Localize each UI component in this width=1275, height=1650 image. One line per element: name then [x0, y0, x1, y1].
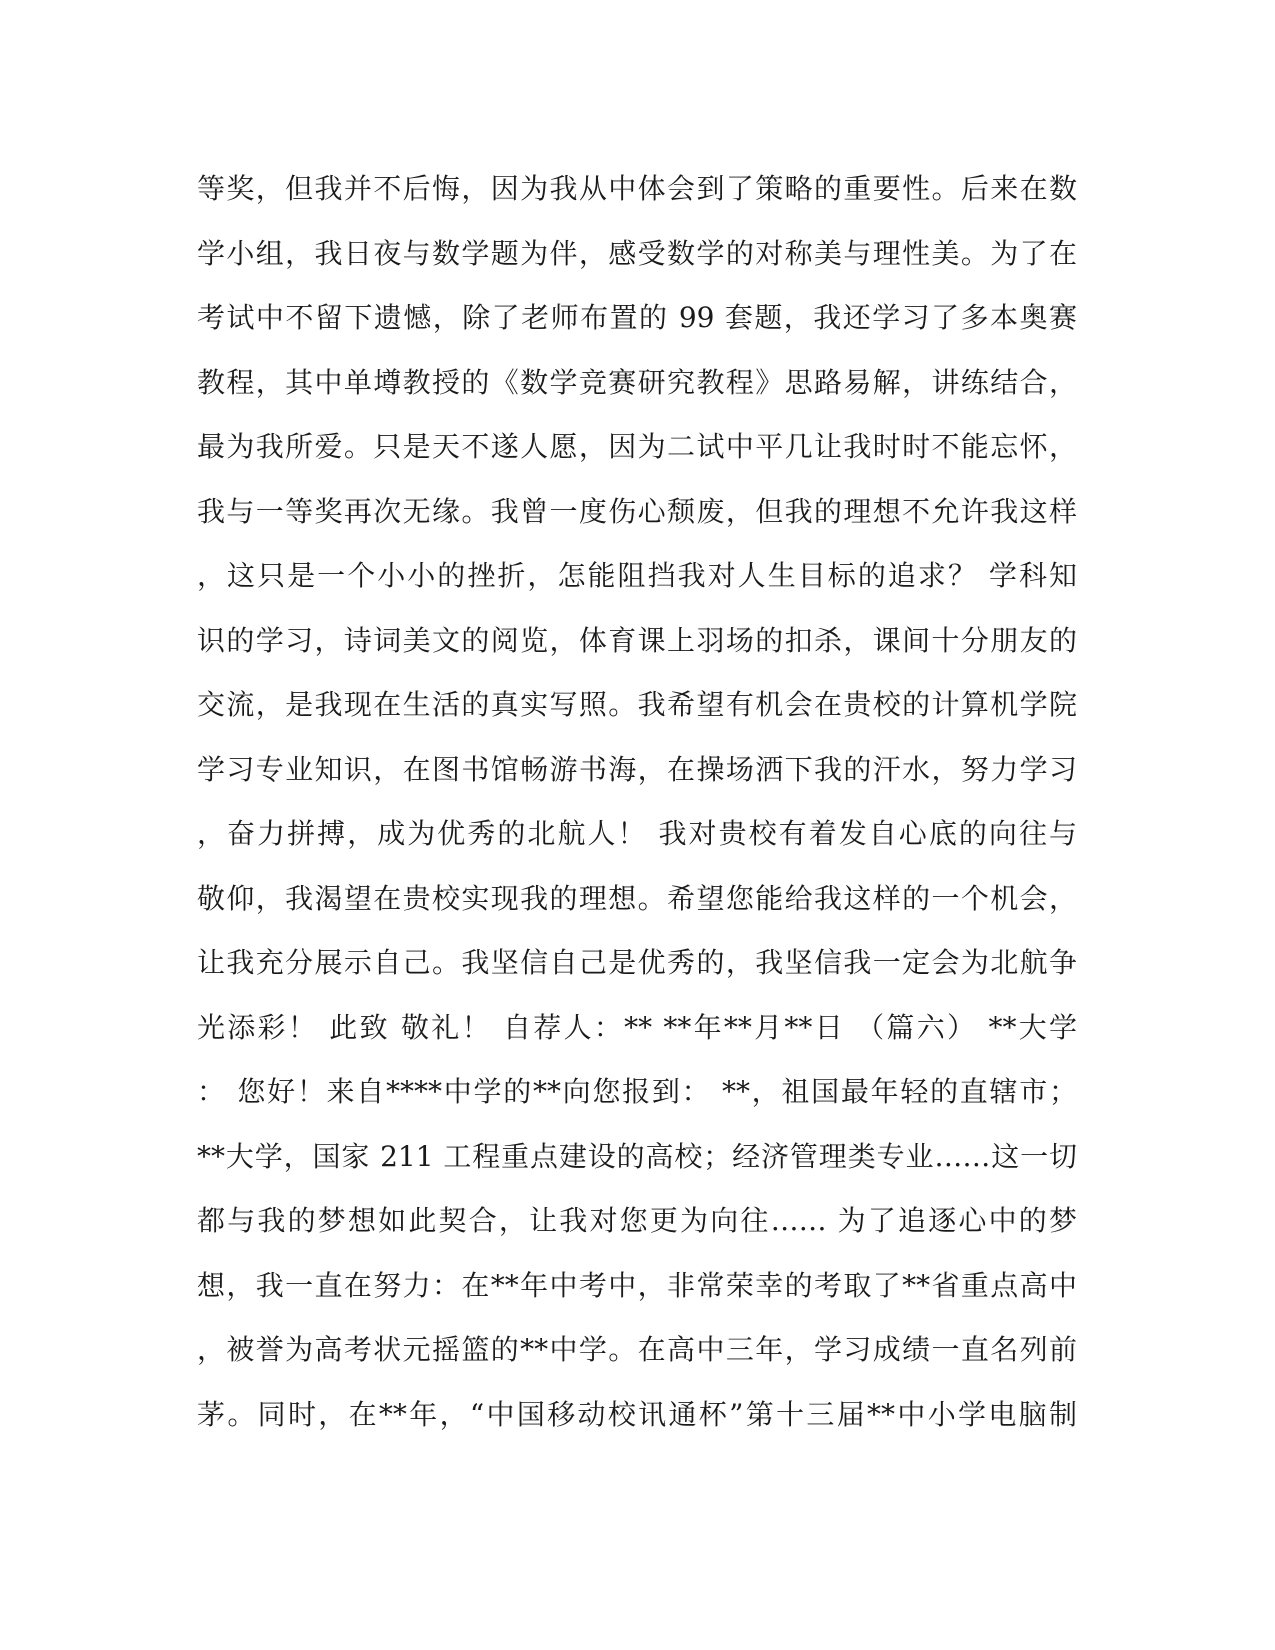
text-line: ： 您好！来自****中学的**向您报到： **，祖国最年轻的直辖市；: [197, 1075, 1077, 1108]
text-line: 光添彩！ 此致 敬礼！ 自荐人：** **年**月**日 （篇六） **大学: [197, 1010, 1077, 1044]
text-line: 想，我一直在努力：在**年中考中，非常荣幸的考取了**省重点高中: [197, 1268, 1077, 1302]
text-line: 让我充分展示自己。我坚信自己是优秀的，我坚信我一定会为北航争: [197, 946, 1077, 979]
text-line: 教程，其中单墫教授的《数学竞赛研究教程》思路易解，讲练结合，: [197, 365, 1077, 399]
text-line: ，奋力拼搏，成为优秀的北航人！ 我对贵校有着发自心底的向往与: [197, 817, 1077, 850]
text-line: 学小组，我日夜与数学题为伴，感受数学的对称美与理性美。为了在: [197, 236, 1077, 270]
text-line: 最为我所爱。只是天不遂人愿，因为二试中平几让我时时不能忘怀，: [197, 430, 1077, 463]
text-line: 等奖，但我并不后悔，因为我从中体会到了策略的重要性。后来在数: [197, 172, 1077, 205]
text-line: 敬仰，我渴望在贵校实现我的理想。希望您能给我这样的一个机会，: [197, 881, 1077, 915]
text-line: 交流，是我现在生活的真实写照。我希望有机会在贵校的计算机学院: [197, 688, 1077, 721]
text-line: ，这只是一个小小的挫折，怎能阻挡我对人生目标的追求？ 学科知: [197, 559, 1077, 592]
text-line: **大学，国家 211 工程重点建设的高校；经济管理类专业……这一切: [197, 1139, 1077, 1173]
text-line: 我与一等奖再次无缘。我曾一度伤心颓废，但我的理想不允许我这样: [197, 494, 1077, 528]
text-line: ，被誉为高考状元摇篮的**中学。在高中三年，学习成绩一直名列前: [197, 1333, 1077, 1366]
text-line: 都与我的梦想如此契合，让我对您更为向往…… 为了追逐心中的梦: [197, 1204, 1077, 1237]
text-line: 识的学习，诗词美文的阅览，体育课上羽场的扣杀，课间十分朋友的: [197, 623, 1077, 657]
text-line: 茅。同时，在**年，“中国移动校讯通杯”第十三届**中小学电脑制: [197, 1397, 1077, 1431]
text-line: 学习专业知识，在图书馆畅游书海，在操场洒下我的汗水，努力学习: [197, 752, 1077, 786]
body-text: [197, 157, 1077, 1447]
text-line: 考试中不留下遗憾，除了老师布置的 99 套题，我还学习了多本奥赛: [197, 301, 1077, 334]
